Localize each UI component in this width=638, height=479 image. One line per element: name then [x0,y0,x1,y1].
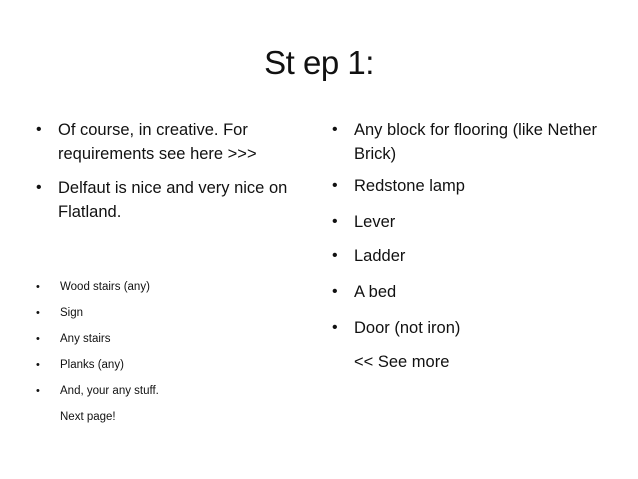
right-column [332,118,622,374]
bullet-dot: • [36,281,40,293]
bullet-dot: • [332,319,338,336]
right-bullet-item [332,316,622,340]
bullet-dot: • [36,307,40,319]
left-small-list [36,280,326,424]
bullet-dot: • [332,177,338,194]
right-bullet-text: Lever [354,213,396,231]
right-bullet-text: Any block for flooring (like Nether Brick) [354,121,598,163]
right-bullet-item [332,174,622,198]
right-bullet-item [332,210,622,234]
small-bullet-item [36,306,326,320]
small-bullet-text: Planks (any) [60,359,124,371]
slide-title: St ep 1: [264,44,374,81]
bullet-dot: • [332,213,338,230]
left-bullet-item [36,118,326,166]
bullet-dot: • [36,385,40,397]
small-bullet-text: And, your any stuff. [60,385,159,397]
right-bullet-text: Redstone lamp [354,177,465,195]
left-column [36,118,326,423]
next-page-link[interactable]: Next page! [60,411,116,423]
small-bullet-item [36,358,326,372]
bullet-dot: • [36,333,40,345]
right-bullet-text: Ladder [354,247,406,265]
right-bullet-item [332,280,622,304]
small-bullet-text: Wood stairs (any) [60,281,150,293]
small-bullet-item [36,332,326,346]
bullet-dot: • [332,121,338,138]
left-bullet-text: Delfaut is nice and very nice on Flatland. [58,179,288,221]
right-bullet-text: Door (not iron) [354,319,461,337]
left-bullet-text: Of course, in creative. For requirements see here >>> [58,121,257,163]
bullet-dot: • [332,283,338,300]
right-bullet-text: A bed [354,283,397,301]
bullet-dot: • [332,247,338,264]
small-bullet-item [36,280,326,294]
right-bullet-item [332,118,622,166]
bullet-dot: • [36,121,42,138]
small-bullet-item [36,384,326,398]
right-bullet-item [332,244,622,268]
bullet-dot: • [36,359,40,371]
small-bullet-text: Any stairs [60,333,111,345]
left-bullet-item [36,176,326,224]
bullet-dot: • [36,179,42,196]
see-more-link[interactable]: << See more [354,353,450,371]
small-bullet-text: Sign [60,307,84,319]
